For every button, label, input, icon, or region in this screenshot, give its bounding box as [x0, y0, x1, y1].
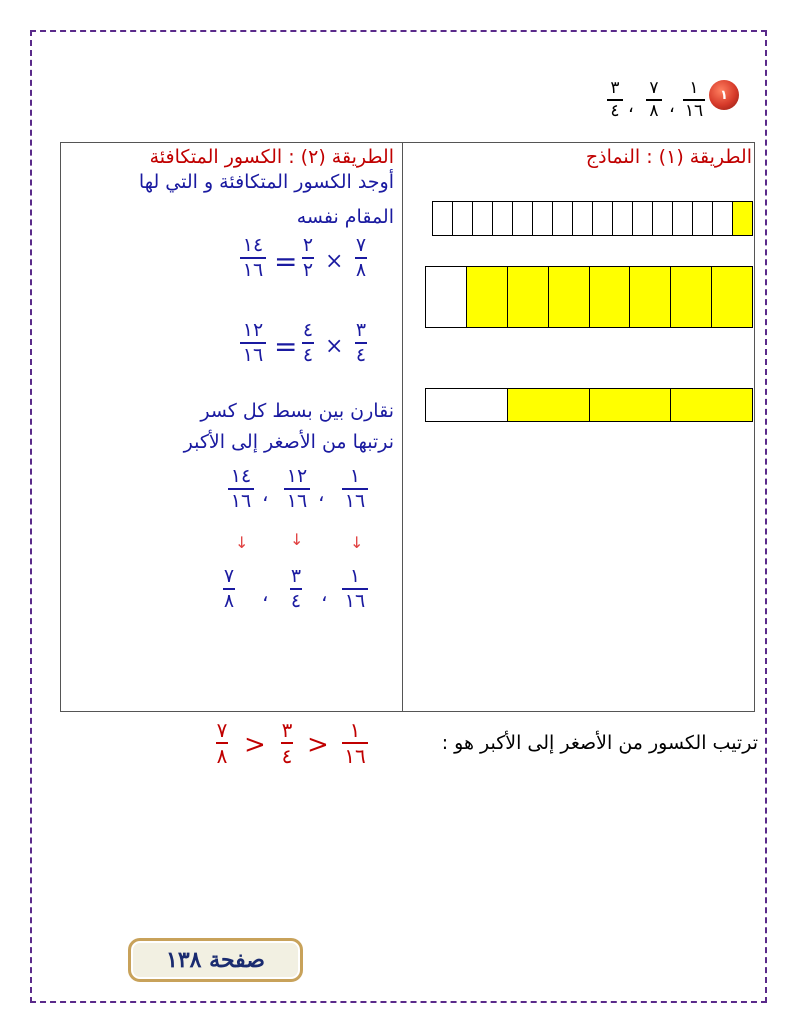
- table-divider: [402, 142, 403, 712]
- ordered-separator: ،: [262, 582, 269, 606]
- ordered-original-7-8: ٧ ٨: [223, 565, 235, 612]
- page-number-label: صفحة ١٣٨: [166, 947, 265, 973]
- model-cell-empty: [692, 202, 712, 235]
- compare-line-2: نرتبها من الأصغر إلى الأكبر: [183, 431, 394, 453]
- model-cell-empty: [572, 202, 592, 235]
- model-cell-shaded: [507, 389, 589, 421]
- model-cell-empty: [426, 267, 466, 327]
- model-cell-empty: [652, 202, 672, 235]
- model-cell-empty: [532, 202, 552, 235]
- conclusion-fraction-3-4: ٣ ٤: [281, 718, 293, 768]
- eq2-original-fraction: ٣ ٤: [355, 319, 367, 366]
- model-cell-shaded: [589, 389, 671, 421]
- question-number-badge: [709, 80, 739, 110]
- eq2-times: ×: [325, 334, 344, 359]
- model-cell-shaded: [589, 267, 630, 327]
- eq1-multiplier-fraction: ٢ ٢: [302, 234, 314, 281]
- model-cell-shaded: [670, 389, 752, 421]
- model-cell-empty: [426, 389, 507, 421]
- eq2-multiplier-fraction: ٤ ٤: [302, 319, 314, 366]
- conclusion-relation: >: [307, 730, 329, 760]
- model-cell-shaded: [466, 267, 507, 327]
- conclusion-text: ترتيب الكسور من الأصغر إلى الأكبر هو :: [441, 732, 758, 754]
- model-cell-shaded: [548, 267, 589, 327]
- method-models-title: الطريقة (١) : النماذج: [585, 146, 752, 168]
- model-cell-empty: [512, 202, 532, 235]
- model-bar-eighths: [425, 266, 753, 328]
- model-cell-empty: [433, 202, 452, 235]
- header-fraction-1-16: ١ ١٦: [684, 78, 704, 121]
- header-fraction-3-4: ٣ ٤: [607, 80, 623, 120]
- model-cell-shaded: [507, 267, 548, 327]
- model-cell-empty: [452, 202, 472, 235]
- question-number: ١: [720, 87, 728, 103]
- model-bar-quarters: [425, 388, 753, 422]
- method-equivalent-title: الطريقة (٢) : الكسور المتكافئة: [149, 146, 394, 168]
- model-cell-empty: [592, 202, 612, 235]
- eq1-result-fraction: ١٤ ١٦: [240, 236, 266, 280]
- page-number-badge: [128, 938, 303, 982]
- model-cell-shaded: [670, 267, 711, 327]
- model-cell-shaded: [732, 202, 752, 235]
- ordered-separator: ،: [321, 582, 328, 606]
- model-cell-shaded: [629, 267, 670, 327]
- down-arrow-icon: ↓: [350, 533, 364, 552]
- ordered-fraction-1-16: ١ ١٦: [342, 467, 368, 511]
- model-cell-empty: [492, 202, 512, 235]
- ordered-original-3-4: ٣ ٤: [290, 565, 302, 612]
- model-cell-empty: [612, 202, 632, 235]
- model-bar-sixteenths: [432, 201, 753, 236]
- instruction-line-1: أوجد الكسور المتكافئة و التي لها: [138, 171, 394, 193]
- header-separator: ،: [669, 96, 675, 117]
- ordered-fraction-12-16: ١٢ ١٦: [284, 467, 310, 511]
- model-cell-empty: [712, 202, 732, 235]
- conclusion-relation: >: [244, 730, 266, 760]
- conclusion-fraction-1-16: ١ ١٦: [342, 720, 368, 766]
- eq1-equals: =: [274, 245, 298, 278]
- ordered-separator: ،: [318, 482, 325, 506]
- eq1-original-fraction: ٧ ٨: [355, 234, 367, 281]
- ordered-original-1-16: ١ ١٦: [342, 567, 368, 611]
- ordered-fraction-14-16: ١٤ ١٦: [228, 467, 254, 511]
- eq1-times: ×: [325, 249, 344, 274]
- ordered-separator: ،: [262, 482, 269, 506]
- eq2-equals: =: [274, 330, 298, 363]
- instruction-line-2: المقام نفسه: [296, 206, 394, 228]
- model-cell-empty: [632, 202, 652, 235]
- model-cell-empty: [672, 202, 692, 235]
- down-arrow-icon: ↓: [235, 533, 249, 552]
- header-separator: ،: [628, 96, 634, 117]
- header-fraction-7-8: ٧ ٨: [646, 80, 662, 120]
- model-cell-shaded: [711, 267, 752, 327]
- down-arrow-icon: ↓: [290, 530, 304, 549]
- model-cell-empty: [472, 202, 492, 235]
- compare-line-1: نقارن بين بسط كل كسر: [200, 400, 394, 422]
- model-cell-empty: [552, 202, 572, 235]
- conclusion-fraction-7-8: ٧ ٨: [216, 718, 228, 768]
- eq2-result-fraction: ١٢ ١٦: [240, 321, 266, 365]
